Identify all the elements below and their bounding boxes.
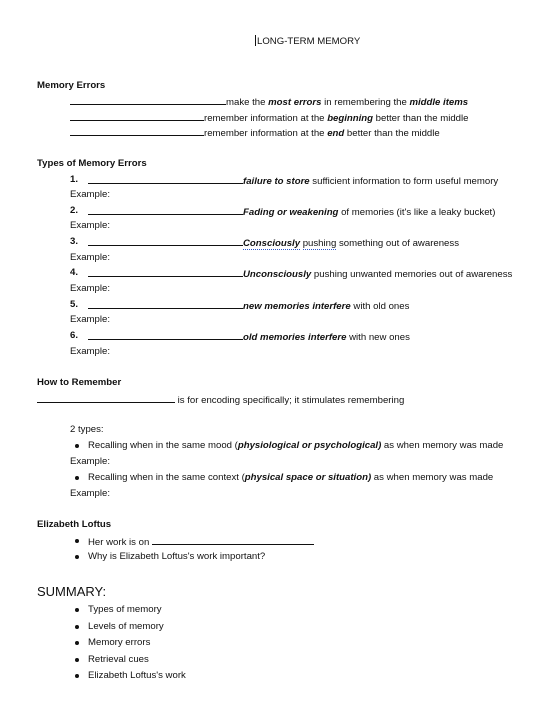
- summary-item: Elizabeth Loftus's work: [88, 670, 186, 681]
- list-number: 5.: [70, 299, 79, 310]
- fill-blank[interactable]: [70, 95, 226, 105]
- fill-blank[interactable]: [88, 205, 243, 215]
- how-to-remember-heading: How to Remember: [37, 377, 122, 388]
- loftus-bullet-1: Her work is on: [88, 535, 314, 549]
- fill-blank[interactable]: [88, 299, 243, 309]
- types-heading: Types of Memory Errors: [37, 158, 147, 169]
- loftus-bullet-2: Why is Elizabeth Loftus's work important?: [88, 551, 266, 562]
- fill-blank[interactable]: [88, 236, 243, 246]
- bullet-dot: [75, 658, 79, 662]
- summary-item: Types of memory: [88, 604, 162, 615]
- type-item-4: Unconsciously pushing unwanted memories out of awareness: [88, 267, 512, 281]
- bullet-dot: [75, 641, 79, 645]
- example-label: Example:: [70, 488, 110, 499]
- summary-heading: SUMMARY:: [37, 584, 107, 599]
- fill-blank[interactable]: [37, 393, 175, 403]
- list-number: 6.: [70, 330, 79, 341]
- example-label: Example:: [70, 189, 110, 200]
- example-label: Example:: [70, 346, 110, 357]
- type-item-5: new memories interfere with old ones: [88, 299, 409, 313]
- type-item-1: failure to store sufficient information to form useful memory: [88, 174, 498, 188]
- memory-error-item-2: remember information at the beginning better than the middle: [70, 111, 468, 125]
- bullet-mood: Recalling when in the same mood (physiological or psychological) as when memory was made: [88, 440, 504, 451]
- fill-blank[interactable]: [70, 126, 204, 136]
- bullet-dot: [75, 444, 79, 448]
- fill-blank[interactable]: [70, 111, 204, 121]
- two-types-label: 2 types:: [70, 424, 104, 435]
- bullet-dot: [75, 539, 79, 543]
- memory-errors-heading: Memory Errors: [37, 80, 106, 91]
- bullet-dot: [75, 674, 79, 678]
- list-number: 2.: [70, 205, 79, 216]
- fill-blank[interactable]: [88, 330, 243, 340]
- loftus-heading: Elizabeth Loftus: [37, 519, 112, 530]
- encoding-line: is for encoding specifically; it stimulates remembering: [37, 393, 404, 407]
- type-item-6: old memories interfere with new ones: [88, 330, 410, 344]
- bullet-dot: [75, 608, 79, 612]
- memory-error-item-3: remember information at the end better than the middle: [70, 126, 440, 140]
- fill-blank[interactable]: [152, 535, 314, 545]
- example-label: Example:: [70, 456, 110, 467]
- text-cursor: [255, 35, 256, 46]
- fill-blank[interactable]: [88, 267, 243, 277]
- list-number: 3.: [70, 236, 79, 247]
- list-number: 1.: [70, 174, 79, 185]
- example-label: Example:: [70, 314, 110, 325]
- bullet-dot: [75, 476, 79, 480]
- fill-blank[interactable]: [88, 174, 243, 184]
- summary-item: Levels of memory: [88, 621, 164, 632]
- example-label: Example:: [70, 220, 110, 231]
- memory-error-item-1: make the most errors in remembering the middle items: [70, 95, 468, 109]
- type-item-2: Fading or weakening of memories (it's like a leaky bucket): [88, 205, 495, 219]
- bullet-dot: [75, 625, 79, 629]
- bullet-context: Recalling when in the same context (physical space or situation) as when memory was made: [88, 472, 494, 483]
- list-number: 4.: [70, 267, 79, 278]
- summary-item: Retrieval cues: [88, 654, 149, 665]
- example-label: Example:: [70, 283, 110, 294]
- type-item-3: Consciously pushing something out of awareness: [88, 236, 459, 250]
- example-label: Example:: [70, 252, 110, 263]
- bullet-dot: [75, 555, 79, 559]
- summary-item: Memory errors: [88, 637, 151, 648]
- page-title: LONG-TERM MEMORY: [257, 36, 361, 47]
